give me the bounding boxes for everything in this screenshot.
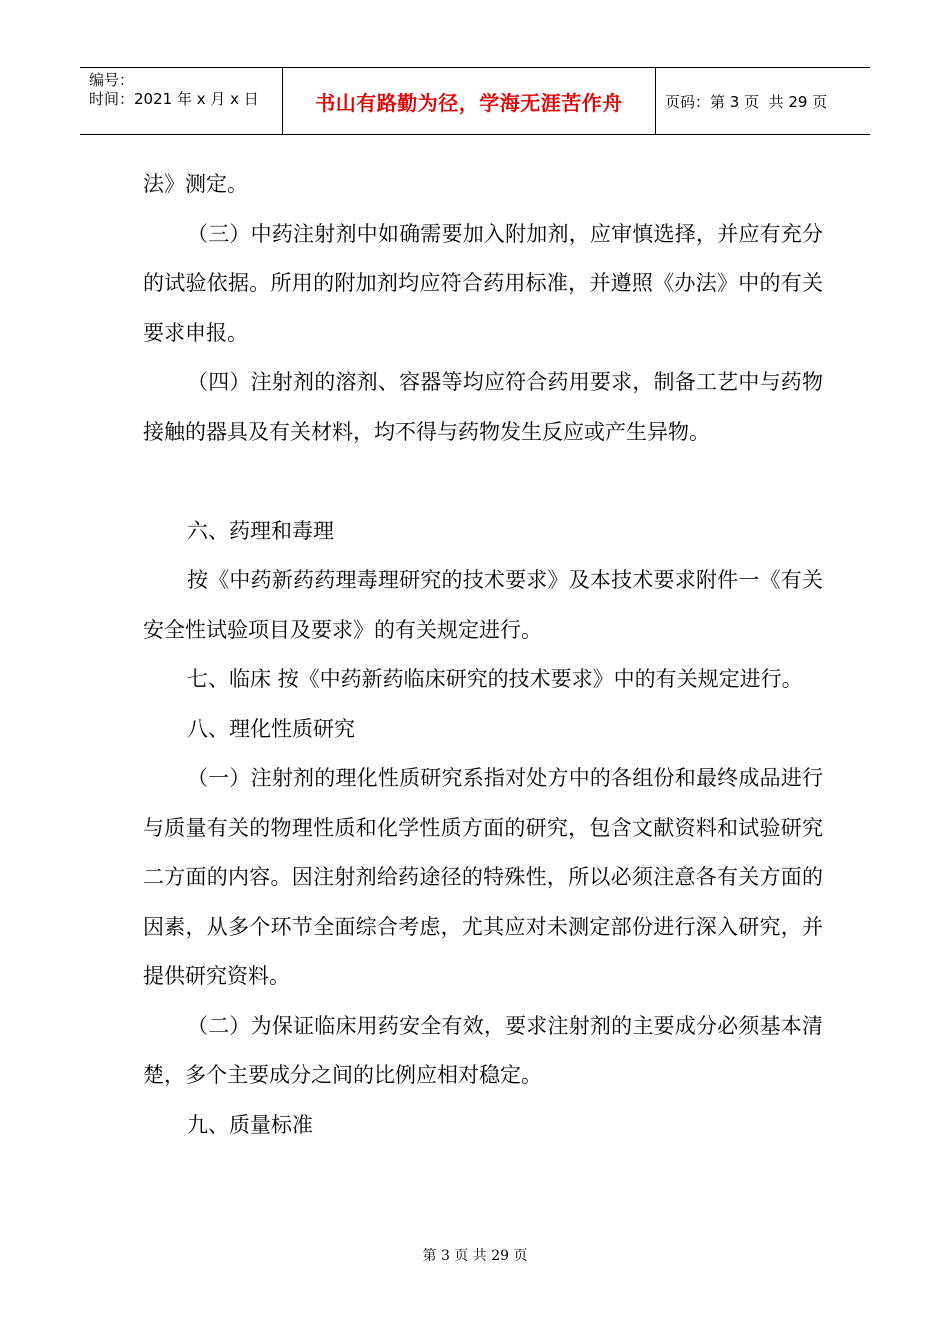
document-time-label: 时间：2021 年 x 月 x 日 (89, 90, 259, 108)
header-meta-cell (80, 68, 283, 134)
paragraph: （一）注射剂的理化性质研究系指对处方中的各组份和最终成品进行与质量有关的物理性质和化学性质方面的研究，包含文献资料和试验研究二方面的内容。因注射剂给药途径的特殊性，所以必须注意各有关方面的因素，从多个环节全面综合考虑，尤其应对未测定部份进行深入研究，并提供研究资料。 (143, 766, 823, 988)
paragraph: （三）中药注射剂中如确需要加入附加剂，应审慎选择，并应有充分的试验依据。所用的附加剂均应符合药用标准，并遵照《办法》中的有关要求申报。 (143, 221, 823, 345)
document-body (143, 160, 823, 1150)
header-motto-cell (283, 68, 656, 134)
document-number-label: 编号： (89, 71, 135, 89)
section-heading: 八、理化性质研究 (187, 716, 355, 741)
paragraph: 法》测定。 (143, 172, 248, 196)
header-motto: 书山有路勤为径，学海无涯苦作舟 (315, 90, 623, 115)
header-page-info: 页码：第 3 页 共 29 页 (665, 92, 828, 111)
page-header (80, 67, 870, 135)
section-heading: 六、药理和毒理 (187, 518, 334, 543)
section-heading: 九、质量标准 (187, 1112, 313, 1137)
paragraph: （二）为保证临床用药安全有效，要求注射剂的主要成分必须基本清楚，多个主要成分之间的比例应相对稳定。 (143, 1013, 823, 1087)
paragraph: 按《中药新药药理毒理研究的技术要求》及本技术要求附件一《有关安全性试验项目及要求》的有关规定进行。 (143, 568, 823, 642)
paragraph-spacer (143, 457, 823, 507)
page-footer: 第 3 页 共 29 页 (422, 1248, 528, 1264)
paragraph: （四）注射剂的溶剂、容器等均应符合药用要求，制备工艺中与药物接触的器具及有关材料，均不得与药物发生反应或产生异物。 (143, 370, 823, 444)
section-heading: 七、临床 按《中药新药临床研究的技术要求》中的有关规定进行。 (187, 667, 803, 691)
header-page-cell (656, 68, 870, 134)
